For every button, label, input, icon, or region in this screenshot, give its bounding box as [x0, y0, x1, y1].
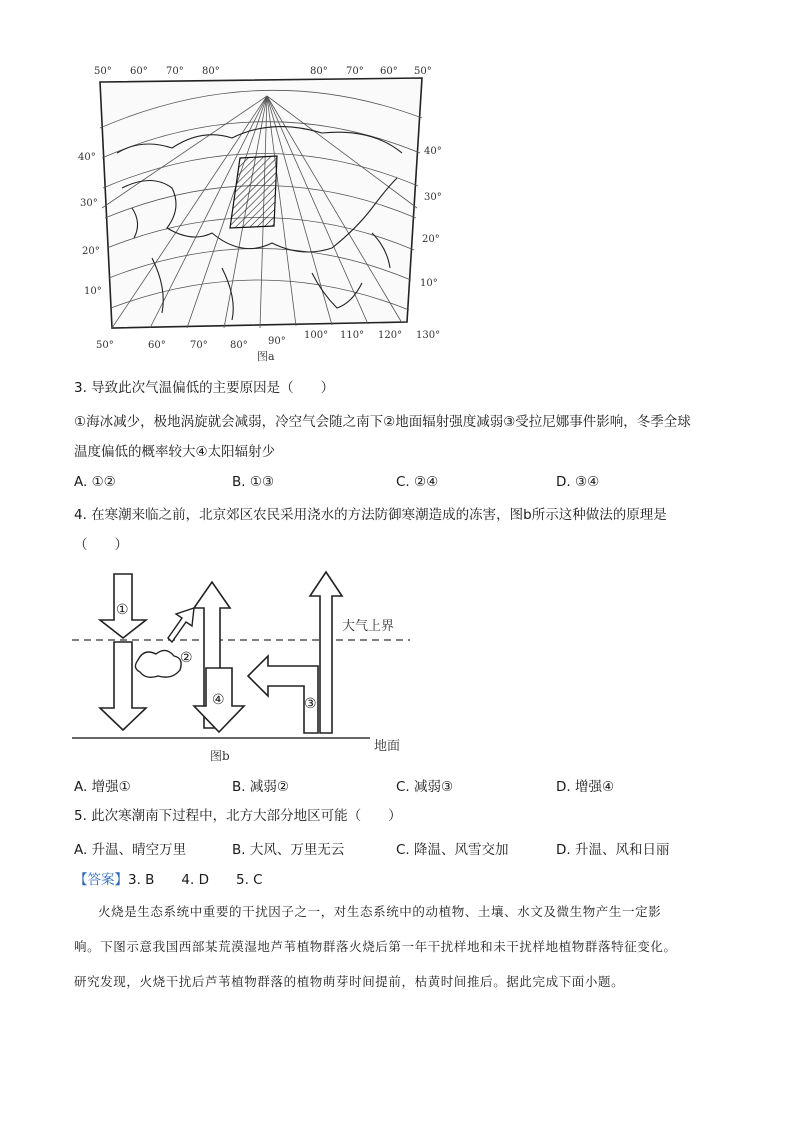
q4-option-b[interactable]: B. 减弱②: [232, 779, 289, 795]
q3-detail-line1: ①海冰减少，极地涡旋就会减弱，冷空气会随之南下②地面辐射强度减弱③受拉尼娜事件影响，冬季全球: [74, 414, 691, 430]
ground-label: 地面: [374, 739, 401, 754]
q3-option-c[interactable]: C. ②④: [396, 474, 439, 490]
q4-stem: 4. 在寒潮来临之前，北京郊区农民采用浇水的方法防御寒潮造成的冻害，图b所示这种做法的原理是: [74, 507, 667, 523]
q5-stem: 5. 此次寒潮南下过程中，北方大部分地区可能（ ）: [74, 808, 402, 824]
map-top-lon-label: 70°: [346, 66, 364, 77]
figure-a: [72, 58, 452, 368]
map-bottom-lon-label: 90°: [268, 336, 286, 347]
arrow-label-3: ③: [304, 696, 317, 712]
passage-line2: 响。下图示意我国西部某荒漠湿地芦苇植物群落火烧后第一年干扰样地和未干扰样地植物群落特征变化。: [74, 939, 677, 954]
atmosphere-top-label: 大气上界: [342, 619, 395, 634]
map-bottom-lon-label: 60°: [148, 340, 166, 351]
arrow-label-2: ②: [180, 650, 193, 666]
answer-text: 3. B 4. D 5. C: [128, 872, 263, 888]
q5-option-d[interactable]: D. 升温、风和日丽: [556, 842, 670, 858]
q3-option-a[interactable]: A. ①②: [74, 474, 116, 490]
map-right-lat-label: 20°: [422, 234, 440, 245]
map-left-lat-label: 30°: [80, 198, 98, 209]
map-top-lon-label: 70°: [166, 66, 184, 77]
map-bottom-lon-label: 120°: [378, 330, 403, 341]
map-bottom-lon-label: 50°: [96, 340, 114, 351]
answer-label: 【答案】: [74, 872, 128, 888]
map-right-lat-label: 30°: [424, 192, 442, 203]
q3-option-d[interactable]: D. ③④: [556, 474, 600, 490]
arrow-reflection: [168, 608, 194, 642]
q4-stem-line2: （ ）: [74, 537, 128, 553]
q5-option-c[interactable]: C. 降温、风雪交加: [396, 842, 509, 858]
q3-stem: 3. 导致此次气温偏低的主要原因是（ ）: [74, 380, 335, 396]
diagram-figure-b: [70, 568, 410, 768]
map-bottom-lon-label: 100°: [304, 330, 329, 341]
map-bottom-lon-label: 80°: [230, 340, 248, 351]
map-bottom-lon-label: 70°: [190, 340, 208, 351]
arrow-label-1: ①: [116, 602, 129, 618]
q3-option-b[interactable]: B. ①③: [232, 474, 275, 490]
map-top-lon-label: 80°: [202, 66, 220, 77]
map-right-lat-label: 10°: [420, 278, 438, 289]
q4-option-d[interactable]: D. 增强④: [556, 779, 615, 795]
figure-a-caption: 图a: [257, 350, 275, 363]
figure-b-caption: 图b: [210, 749, 230, 763]
arrow-label-4: ④: [212, 692, 225, 708]
q5-option-a[interactable]: A. 升温、晴空万里: [74, 842, 187, 858]
map-top-lon-label: 60°: [380, 66, 398, 77]
arrow-1-continued: [100, 642, 146, 730]
map-top-lon-label: 50°: [94, 66, 112, 77]
arrow-3-left: [248, 656, 318, 733]
map-figure-a: [72, 58, 452, 368]
passage-line3: 研究发现，火烧干扰后芦苇植物群落的植物萌芽时间提前，枯黄时间推后。据此完成下面小题。: [74, 974, 625, 989]
q5-option-b[interactable]: B. 大风、万里无云: [232, 842, 345, 858]
map-top-lon-label: 60°: [130, 66, 148, 77]
map-top-lon-label: 80°: [310, 66, 328, 77]
figure-b: [70, 568, 410, 768]
q4-option-a[interactable]: A. 增强①: [74, 779, 131, 795]
map-left-lat-label: 10°: [84, 286, 102, 297]
map-left-lat-label: 20°: [82, 246, 100, 257]
map-bottom-lon-label: 110°: [340, 330, 365, 341]
q4-option-c[interactable]: C. 减弱③: [396, 779, 454, 795]
map-bottom-lon-label: 130°: [416, 330, 441, 341]
map-left-lat-label: 40°: [78, 152, 96, 163]
q3-detail-line2: 温度偏低的概率较大④太阳辐射少: [74, 444, 276, 460]
map-top-lon-label: 50°: [414, 66, 432, 77]
map-right-lat-label: 40°: [424, 146, 442, 157]
cloud-icon: [135, 650, 181, 677]
passage-line1: 火烧是生态系统中重要的干扰因子之一，对生态系统中的动植物、土壤、水文及微生物产生一定影: [98, 904, 662, 919]
answer-line: [74, 868, 263, 888]
